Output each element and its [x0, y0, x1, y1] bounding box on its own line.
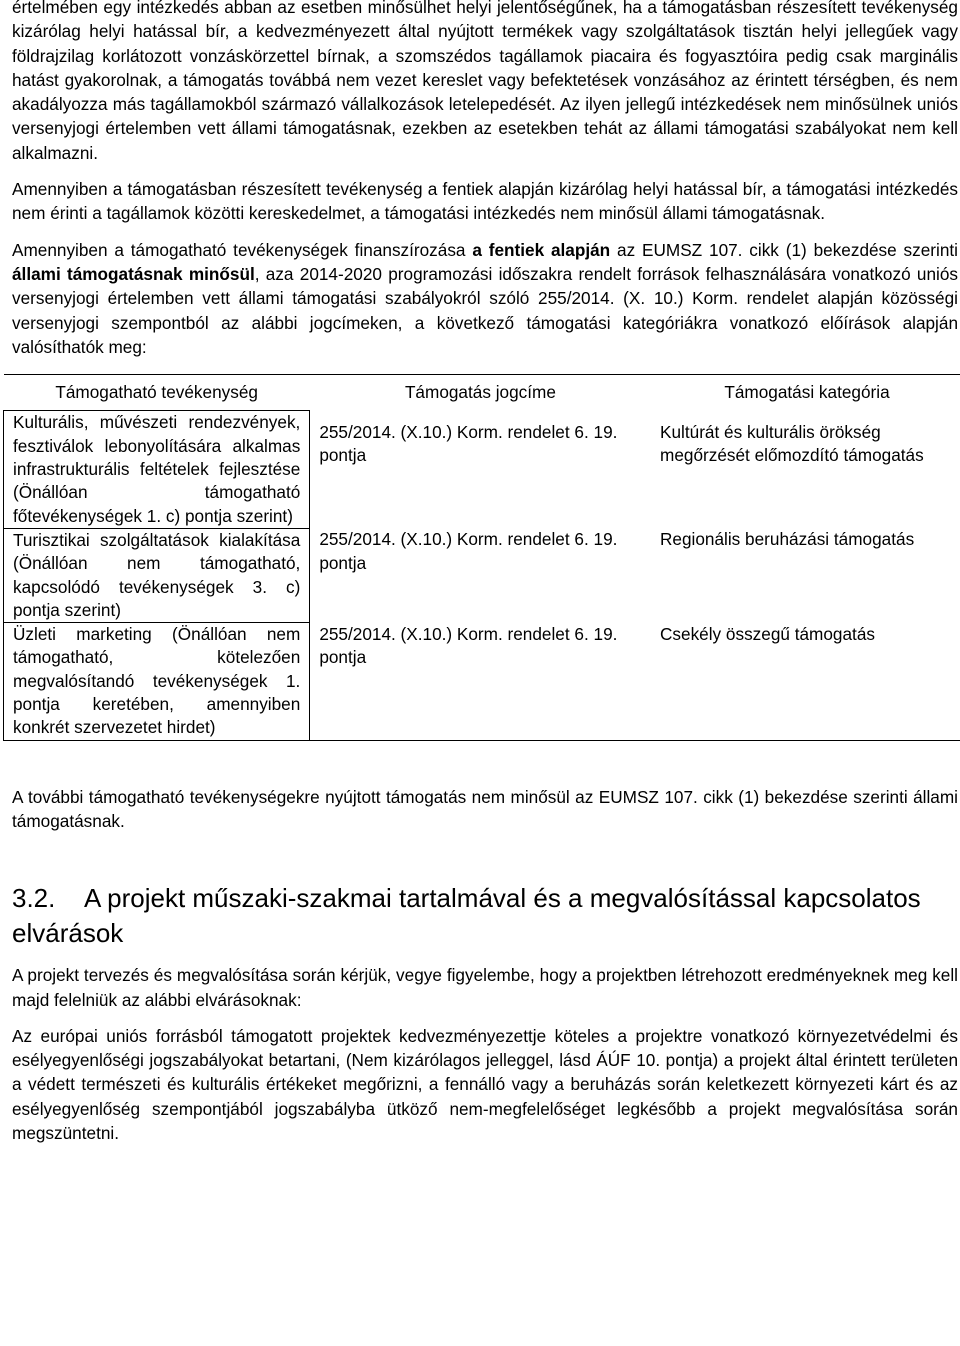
cell-category	[651, 411, 960, 528]
table-header-row	[4, 375, 960, 411]
table-row	[4, 623, 960, 740]
paragraph-further-activities: A további támogatható tevékenységekre nyújtott támogatás nem minősül az EUMSZ 107. cikk (1) bekezdése szerinti állami támogatásnak.	[12, 786, 958, 831]
paragraph-text-bold-part: értelmében egy intézkedés abban az esetben minősülhet helyi jelentőségűnek, ha a támogatásban részesített tevékenység kizárólag helyi hatással bír, a kedvezményezett által nyújtott termékek vagy szolgáltatások tisztán helyi jellegűek vagy földrajzilag korlátozott vonzáskörzettel bírnak, a szomszédos tagállamok piacaira és fogyasztóira pedig csak marginális hatást gyakorolnak, a támogatás továbbá nem vezet kereslet vagy befektetések vonzásához az érintett térségben, és nem akadályozza más tagállamokból származó vállalkozások letelepedését.	[12, 0, 958, 115]
cell-category	[651, 528, 960, 622]
table-row	[4, 411, 960, 528]
cell-text: 255/2014. (X.10.) Korm. rendelet 6. 19. pontja	[319, 529, 618, 573]
cell-legal-basis	[310, 528, 651, 622]
table-header-legal-basis: Támogatás jogcíme	[310, 375, 651, 411]
paragraph-state-aid-conditions	[12, 238, 958, 359]
document-page	[12, 0, 958, 1145]
table-header-activity: Támogatható tevékenység	[4, 375, 310, 411]
paragraph-environmental-obligations: Az európai uniós forrásból támogatott projektek kedvezményezettje köteles a projektre vonatkozó környezetvédelmi és esélyegyenlőségi jogszabályokat betartani, (Nem kizárólagos jelleggel, lásd ÁÚF 10. pontja) a projekt által érintett területen a védett természeti és kulturális értékeket megőrizni, a fennálló vagy a beruházás során keletkezett környezeti kárt és az esélyegyenlőség szempontjából jogszabályba ütköző nem-megfelelőséget legkésőbb a projekt megvalósítása során megszüntetni.	[12, 1025, 958, 1143]
cell-text: Kultúrát és kulturális örökség megőrzését előmozdító támogatás	[660, 421, 924, 466]
text-span: az EUMSZ 107. cikk (1) bekezdése szerinti	[610, 239, 958, 260]
paragraph-no-state-aid: Amennyiben a támogatásban részesített tevékenység a fentiek alapján kizárólag helyi hatással bír, a támogatási intézkedés nem érinti a tagállamok közötti kereskedelmet, a támogatási intézkedés nem minősül állami támogatásnak.	[12, 179, 958, 224]
section-number: 3.2.	[12, 883, 56, 914]
table-header-category: Támogatási kategória	[651, 375, 960, 411]
cell-legal-basis	[310, 623, 651, 740]
bold-text: a fentiek alapján	[472, 239, 611, 260]
text-span: Amennyiben a támogatható tevékenységek finanszírozása	[12, 239, 473, 260]
paragraph-project-expectations: A projekt tervezés és megvalósítása során kérjük, vegye figyelembe, hogy a projektben létrehozott eredményeknek meg kell majd felelniük az alábbi elvárásoknak:	[12, 965, 958, 1010]
bold-text: állami támogatásnak minősül	[12, 263, 255, 284]
section-title: A projekt műszaki-szakmai tartalmával és a megvalósítással kapcsolatos elvárások	[12, 883, 921, 949]
section-heading	[12, 881, 958, 951]
text-span: , aza 2014-2020 programozási időszakra rendelt források felhasználására vonatkozó uniós versenyjogi értelemben vett állami támogatási szabályokról szóló 255/2014. (X. 10.) Korm. rendelet alapján közösségi versenyjogi szempontból az alábbi jogcímeken, a következő támogatási kategóriákra vonatkozó előírások alapján valósíthatók meg:	[12, 263, 958, 357]
cell-text: 255/2014. (X.10.) Korm. rendelet 6. 19. pontja	[319, 421, 618, 466]
paragraph-text: Az ilyen jellegű intézkedések nem minősülnek uniós versenyjogi értelemben vett állami támogatásnak, ezekben az esetekben tehát az állami támogatási szabályokat nem kell alkalmazni.	[12, 94, 958, 163]
cell-text: 255/2014. (X.10.) Korm. rendelet 6. 19. pontja	[319, 623, 618, 667]
paragraph-local-impact	[12, 0, 958, 165]
cell-text: Csekély összegű támogatás	[660, 623, 875, 644]
cell-category	[651, 623, 960, 740]
cell-activity: Kulturális, művészeti rendezvények, fesztiválok lebonyolítására alkalmas infrastrukturális feltételek fejlesztése (Önállóan támogatható főtevékenységek 1. c) pontja szerint)	[4, 411, 310, 528]
cell-legal-basis	[310, 411, 651, 528]
cell-activity: Turisztikai szolgáltatások kialakítása (Önállóan nem támogatható, kapcsolódó tevékenységek 3. c) pontja szerint)	[4, 528, 310, 622]
table-row	[4, 528, 960, 622]
cell-activity: Üzleti marketing (Önállóan nem támogatható, kötelezően megvalósítandó tevékenységek 1. pontja keretében, amennyiben konkrét szervezetet hirdet)	[4, 623, 310, 740]
support-table	[3, 374, 960, 740]
cell-text: Regionális beruházási támogatás	[660, 529, 915, 550]
